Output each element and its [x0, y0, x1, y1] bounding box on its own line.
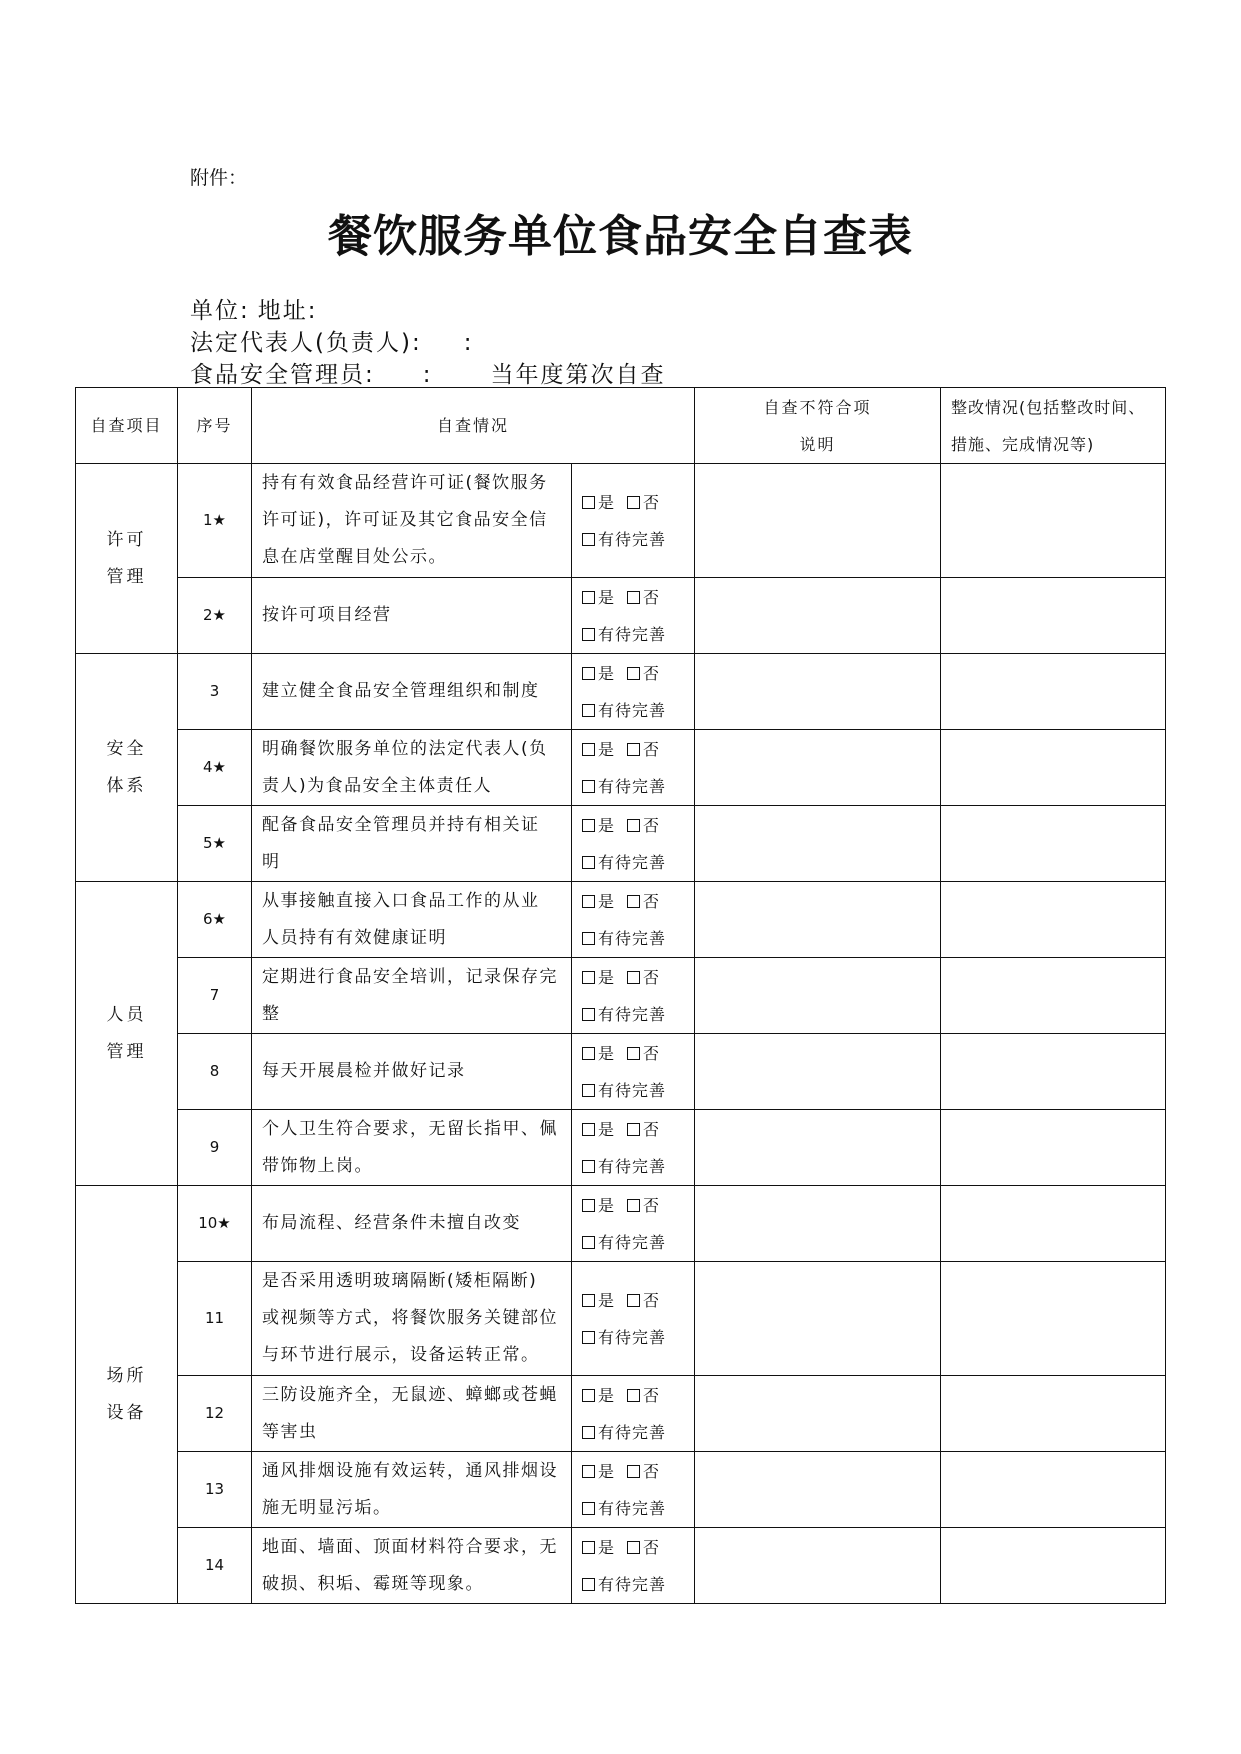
check-item-description: 通风排烟设施有效运转，通风排烟设 施无明显污垢。 [252, 1452, 572, 1528]
unit-address-line [190, 292, 318, 325]
pending-label: 有待完善 [598, 1327, 667, 1347]
rectify-note-cell[interactable] [941, 1376, 1166, 1452]
yes-label: 是 [598, 1195, 616, 1215]
nonconform-note-cell[interactable] [695, 1452, 941, 1528]
yes-label: 是 [598, 1385, 616, 1405]
row-number: 3 [178, 654, 252, 730]
table-row [76, 958, 1166, 1034]
row-number: 14 [178, 1528, 252, 1604]
yes-label: 是 [598, 663, 616, 683]
pending-label: 有待完善 [598, 776, 667, 796]
check-item-description: 建立健全食品安全管理组织和制度 [252, 654, 572, 730]
yes-label: 是 [598, 1043, 616, 1063]
yes-checkbox[interactable] [582, 1465, 595, 1478]
pending-checkbox[interactable] [582, 1331, 595, 1344]
nonconform-note-cell[interactable] [695, 958, 941, 1034]
check-options [572, 1110, 695, 1186]
nonconform-note-cell[interactable] [695, 806, 941, 882]
check-item-description: 布局流程、经营条件未擅自改变 [252, 1186, 572, 1262]
yes-checkbox[interactable] [582, 971, 595, 984]
pending-label: 有待完善 [598, 529, 667, 549]
table-row [76, 882, 1166, 958]
no-checkbox[interactable] [627, 819, 640, 832]
inspection-count-label: 当年度第次自查 [490, 362, 666, 388]
check-item-description: 是否采用透明玻璃隔断(矮柜隔断) 或视频等方式，将餐饮服务关键部位 与环节进行展示，设备运转正常。 [252, 1262, 572, 1376]
unit-label: 单位: [190, 298, 250, 324]
yes-checkbox[interactable] [582, 1199, 595, 1212]
header-nonconform: 自查不符合项 说明 [695, 388, 941, 464]
rectify-note-cell[interactable] [941, 1110, 1166, 1186]
no-label: 否 [643, 1119, 661, 1139]
table-row [76, 1186, 1166, 1262]
check-item-description: 持有有效食品经营许可证(餐饮服务 许可证)，许可证及其它食品安全信 息在店堂醒目处公示。 [252, 464, 572, 578]
row-number: 7 [178, 958, 252, 1034]
row-number: 13 [178, 1452, 252, 1528]
document-title: 餐饮服务单位食品安全自查表 [328, 211, 913, 262]
safety-manager-line [190, 356, 666, 389]
no-checkbox[interactable] [627, 1123, 640, 1136]
nonconform-note-cell[interactable] [695, 578, 941, 654]
check-item-description: 每天开展晨检并做好记录 [252, 1034, 572, 1110]
row-number: 6★ [178, 882, 252, 958]
row-number: 12 [178, 1376, 252, 1452]
pending-checkbox[interactable] [582, 1084, 595, 1097]
row-number: 2★ [178, 578, 252, 654]
check-options [572, 1452, 695, 1528]
table-row [76, 1262, 1166, 1376]
check-options [572, 958, 695, 1034]
category-cell: 安全 体系 [76, 654, 178, 882]
pending-checkbox[interactable] [582, 932, 595, 945]
rectify-note-cell[interactable] [941, 1452, 1166, 1528]
no-label: 否 [643, 891, 661, 911]
nonconform-note-cell[interactable] [695, 1528, 941, 1604]
header-status: 自查情况 [252, 388, 695, 464]
category-cell: 场所 设备 [76, 1186, 178, 1604]
no-label: 否 [643, 1195, 661, 1215]
check-options [572, 578, 695, 654]
no-checkbox[interactable] [627, 667, 640, 680]
no-checkbox[interactable] [627, 1199, 640, 1212]
yes-checkbox[interactable] [582, 1047, 595, 1060]
row-number: 4★ [178, 730, 252, 806]
legal-rep-colon: : [463, 330, 474, 356]
rectify-note-cell[interactable] [941, 578, 1166, 654]
no-checkbox[interactable] [627, 1389, 640, 1402]
yes-checkbox[interactable] [582, 819, 595, 832]
no-checkbox[interactable] [627, 1047, 640, 1060]
legal-rep-line [190, 324, 473, 357]
no-checkbox[interactable] [627, 1541, 640, 1554]
nonconform-note-cell[interactable] [695, 1376, 941, 1452]
no-checkbox[interactable] [627, 1465, 640, 1478]
yes-label: 是 [598, 815, 616, 835]
yes-label: 是 [598, 739, 616, 759]
rectify-note-cell[interactable] [941, 1262, 1166, 1376]
header-seq: 序号 [178, 388, 252, 464]
nonconform-note-cell[interactable] [695, 1034, 941, 1110]
pending-checkbox[interactable] [582, 1502, 595, 1515]
no-label: 否 [643, 587, 661, 607]
category-cell: 人员 管理 [76, 882, 178, 1186]
check-item-description: 从事接触直接入口食品工作的从业 人员持有有效健康证明 [252, 882, 572, 958]
yes-checkbox[interactable] [582, 895, 595, 908]
row-number: 1★ [178, 464, 252, 578]
yes-label: 是 [598, 1537, 616, 1557]
address-label: 地址: [257, 298, 318, 324]
legal-rep-label: 法定代表人(负责人): [190, 330, 422, 356]
pending-label: 有待完善 [598, 928, 667, 948]
pending-checkbox[interactable] [582, 1160, 595, 1173]
rectify-note-cell[interactable] [941, 1186, 1166, 1262]
check-options [572, 1376, 695, 1452]
table-row [76, 1528, 1166, 1604]
rectify-note-cell[interactable] [941, 806, 1166, 882]
yes-checkbox[interactable] [582, 1294, 595, 1307]
no-label: 否 [643, 1043, 661, 1063]
table-row [76, 1110, 1166, 1186]
yes-checkbox[interactable] [582, 496, 595, 509]
check-options [572, 1262, 695, 1376]
rectify-note-cell[interactable] [941, 882, 1166, 958]
check-options [572, 806, 695, 882]
no-label: 否 [643, 815, 661, 835]
nonconform-note-cell[interactable] [695, 882, 941, 958]
table-row [76, 1376, 1166, 1452]
yes-checkbox[interactable] [582, 1389, 595, 1402]
yes-checkbox[interactable] [582, 591, 595, 604]
check-options [572, 464, 695, 578]
pending-label: 有待完善 [598, 1498, 667, 1518]
yes-checkbox[interactable] [582, 1541, 595, 1554]
table-header-row [76, 388, 1166, 464]
pending-label: 有待完善 [598, 1232, 667, 1252]
yes-label: 是 [598, 891, 616, 911]
nonconform-note-cell[interactable] [695, 1110, 941, 1186]
yes-checkbox[interactable] [582, 667, 595, 680]
nonconform-note-cell[interactable] [695, 1262, 941, 1376]
table-row [76, 1452, 1166, 1528]
row-number: 10★ [178, 1186, 252, 1262]
no-label: 否 [643, 1461, 661, 1481]
header-rectify: 整改情况(包括整改时间、 措施、完成情况等) [941, 388, 1166, 464]
row-number: 11 [178, 1262, 252, 1376]
table-row [76, 654, 1166, 730]
yes-label: 是 [598, 1290, 616, 1310]
no-label: 否 [643, 739, 661, 759]
table-row [76, 730, 1166, 806]
check-options [572, 654, 695, 730]
table-row [76, 578, 1166, 654]
self-check-table [75, 387, 1166, 1604]
check-item-description: 三防设施齐全，无鼠迹、蟑螂或苍蝇 等害虫 [252, 1376, 572, 1452]
table-row [76, 806, 1166, 882]
rectify-note-cell[interactable] [941, 464, 1166, 578]
pending-checkbox[interactable] [582, 704, 595, 717]
yes-label: 是 [598, 492, 616, 512]
check-item-description: 定期进行食品安全培训，记录保存完 整 [252, 958, 572, 1034]
row-number: 5★ [178, 806, 252, 882]
no-label: 否 [643, 1290, 661, 1310]
header-item: 自查项目 [76, 388, 178, 464]
check-item-description: 地面、墙面、顶面材料符合要求，无 破损、积垢、霉斑等现象。 [252, 1528, 572, 1604]
pending-label: 有待完善 [598, 1080, 667, 1100]
pending-checkbox[interactable] [582, 856, 595, 869]
pending-checkbox[interactable] [582, 1426, 595, 1439]
no-label: 否 [643, 492, 661, 512]
pending-checkbox[interactable] [582, 1236, 595, 1249]
check-options [572, 730, 695, 806]
check-item-description: 个人卫生符合要求，无留长指甲、佩 带饰物上岗。 [252, 1110, 572, 1186]
no-label: 否 [643, 1385, 661, 1405]
rectify-note-cell[interactable] [941, 1034, 1166, 1110]
no-checkbox[interactable] [627, 971, 640, 984]
rectify-note-cell[interactable] [941, 1528, 1166, 1604]
rectify-note-cell[interactable] [941, 958, 1166, 1034]
rectify-note-cell[interactable] [941, 730, 1166, 806]
no-checkbox[interactable] [627, 895, 640, 908]
check-options [572, 1528, 695, 1604]
pending-label: 有待完善 [598, 1156, 667, 1176]
pending-checkbox[interactable] [582, 533, 595, 546]
check-item-description: 配备食品安全管理员并持有相关证 明 [252, 806, 572, 882]
nonconform-note-cell[interactable] [695, 1186, 941, 1262]
pending-label: 有待完善 [598, 852, 667, 872]
check-item-description: 明确餐饮服务单位的法定代表人(负 责人)为食品安全主体责任人 [252, 730, 572, 806]
yes-label: 是 [598, 967, 616, 987]
table-row [76, 464, 1166, 578]
yes-label: 是 [598, 587, 616, 607]
table-row [76, 1034, 1166, 1110]
check-options [572, 1186, 695, 1262]
nonconform-note-cell[interactable] [695, 654, 941, 730]
yes-label: 是 [598, 1461, 616, 1481]
check-options [572, 1034, 695, 1110]
pending-label: 有待完善 [598, 700, 667, 720]
pending-label: 有待完善 [598, 624, 667, 644]
no-checkbox[interactable] [627, 591, 640, 604]
no-label: 否 [643, 663, 661, 683]
nonconform-note-cell[interactable] [695, 464, 941, 578]
category-cell: 许可 管理 [76, 464, 178, 654]
check-item-description: 按许可项目经营 [252, 578, 572, 654]
pending-checkbox[interactable] [582, 780, 595, 793]
row-number: 9 [178, 1110, 252, 1186]
rectify-note-cell[interactable] [941, 654, 1166, 730]
yes-checkbox[interactable] [582, 743, 595, 756]
attachment-label: 附件： [190, 167, 248, 189]
check-options [572, 882, 695, 958]
no-checkbox[interactable] [627, 743, 640, 756]
pending-label: 有待完善 [598, 1004, 667, 1024]
no-label: 否 [643, 1537, 661, 1557]
yes-label: 是 [598, 1119, 616, 1139]
pending-label: 有待完善 [598, 1574, 667, 1594]
no-checkbox[interactable] [627, 1294, 640, 1307]
pending-checkbox[interactable] [582, 1008, 595, 1021]
pending-label: 有待完善 [598, 1422, 667, 1442]
yes-checkbox[interactable] [582, 1123, 595, 1136]
no-checkbox[interactable] [627, 496, 640, 509]
no-label: 否 [643, 967, 661, 987]
safety-manager-label: 食品安全管理员: [190, 362, 375, 388]
safety-manager-colon: : [422, 362, 433, 388]
pending-checkbox[interactable] [582, 1578, 595, 1591]
row-number: 8 [178, 1034, 252, 1110]
pending-checkbox[interactable] [582, 628, 595, 641]
nonconform-note-cell[interactable] [695, 730, 941, 806]
